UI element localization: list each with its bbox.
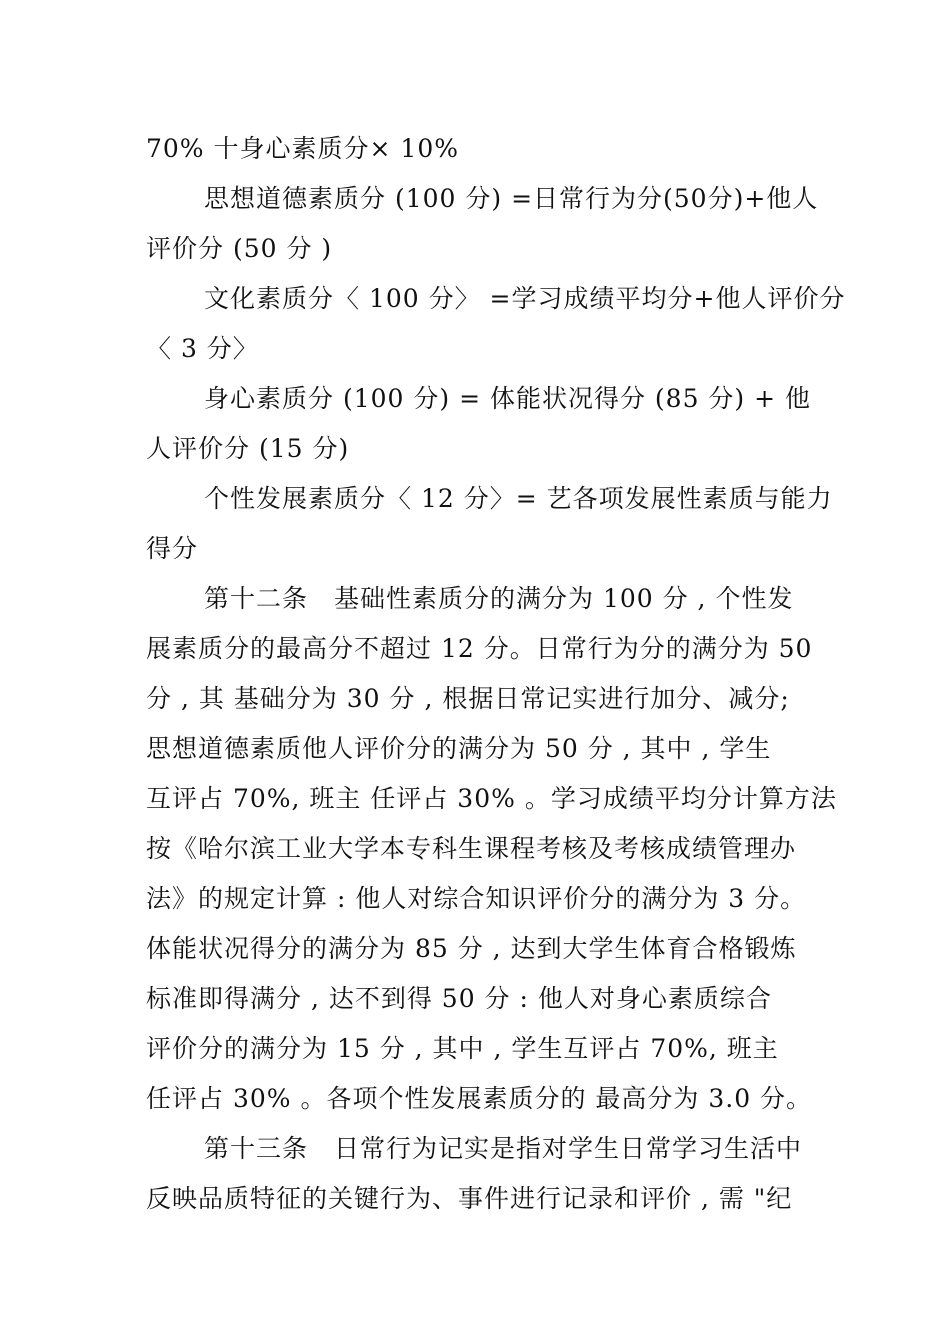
text-line: 思想道德素质分 (100 分) =日常行为分(50分)+他人 <box>204 184 819 213</box>
text-line: 第十二条 基础性素质分的满分为 100 分 , 个性发 <box>204 584 794 613</box>
text-line: 按《哈尔滨工业大学本专科生课程考核及考核成绩管理办 <box>146 834 797 863</box>
text-line: 评价分 (50 分 ) <box>146 234 333 263</box>
text-line: 思想道德素质他人评价分的满分为 50 分 , 其中 , 学生 <box>146 734 772 763</box>
text-line: 反映品质特征的关键行为、事件进行记录和评价 , 需 "纪 <box>146 1184 793 1213</box>
text-line: 身心素质分 (100 分) = 体能状况得分 (85 分) + 他 <box>204 384 812 413</box>
text-line: 标准即得满分 , 达不到得 50 分 : 他人对身心素质综合 <box>146 984 772 1013</box>
text-line: 〈 3 分〉 <box>146 334 259 363</box>
text-line: 70% 十身心素质分× 10% <box>146 134 459 163</box>
text-line: 展素质分的最高分不超过 12 分。日常行为分的满分为 50 <box>146 634 813 663</box>
text-line: 互评占 70%, 班主 任评占 30% 。学习成绩平均分计算方法 <box>146 784 837 813</box>
text-line: 分 , 其 基础分为 30 分 , 根据日常记实进行加分、减分; <box>146 684 790 713</box>
text-line: 文化素质分〈 100 分〉 =学习成绩平均分+他人评价分 <box>204 284 846 313</box>
text-line: 人评价分 (15 分) <box>146 434 350 463</box>
text-line: 得分 <box>146 534 199 563</box>
text-line: 个性发展素质分〈 12 分〉= 艺各项发展性素质与能力 <box>204 484 833 513</box>
text-line: 法》的规定计算 : 他人对综合知识评价分的满分为 3 分。 <box>146 884 807 913</box>
text-line: 任评占 30% 。各项个性发展素质分的 最高分为 3.0 分。 <box>146 1084 813 1113</box>
text-line: 体能状况得分的满分为 85 分 , 达到大学生体育合格锻炼 <box>146 934 797 963</box>
text-line: 第十三条 日常行为记实是指对学生日常学习生活中 <box>204 1134 803 1163</box>
text-line: 评价分的满分为 15 分 , 其中 , 学生互评占 70%, 班主 <box>146 1034 779 1063</box>
